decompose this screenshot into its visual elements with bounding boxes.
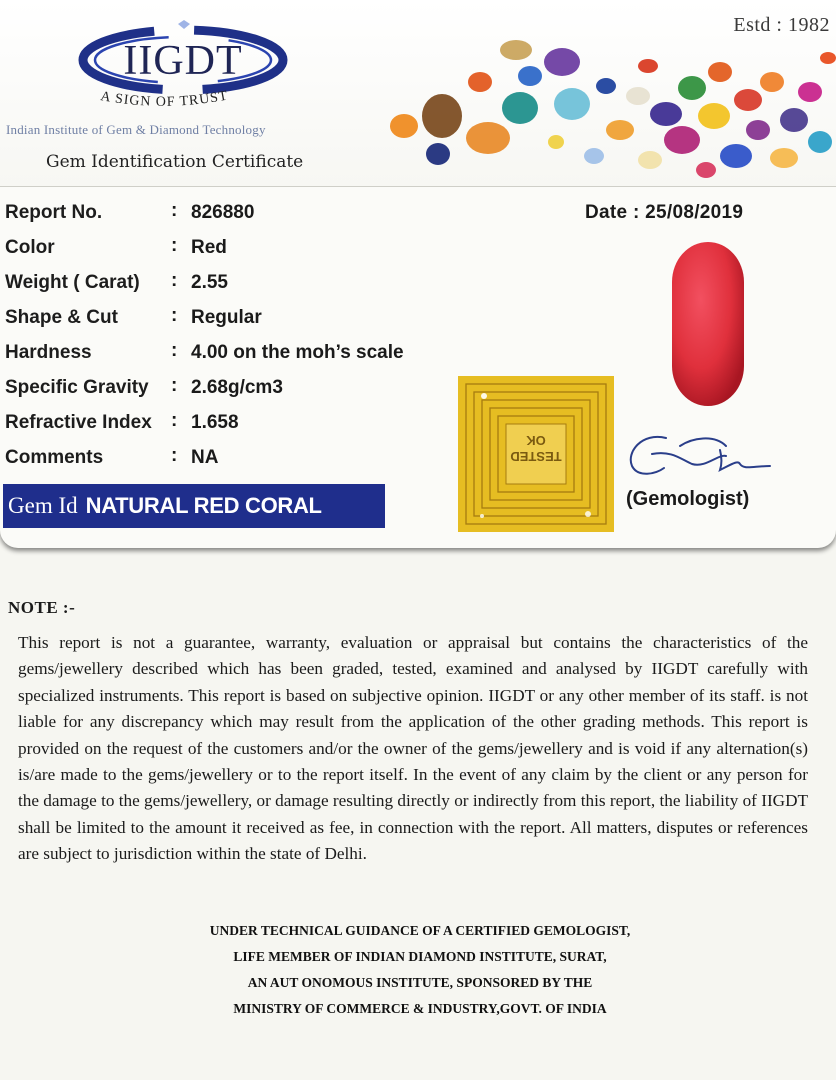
certificate-header [0, 0, 836, 187]
detail-separator: : [171, 305, 178, 326]
gemstones-image [380, 30, 836, 186]
detail-value: Red [191, 237, 227, 258]
gemologist-label: (Gemologist) [626, 488, 750, 510]
svg-text:A SIGN OF TRUST [99, 88, 229, 109]
detail-value: 826880 [191, 202, 255, 223]
gemologist-signature [622, 424, 772, 484]
detail-separator: : [171, 340, 178, 361]
guidance-line: LIFE MEMBER OF INDIAN DIAMOND INSTITUTE, SURAT, [233, 949, 607, 964]
tested-ok-hologram-seal [458, 376, 614, 532]
detail-label: Shape & Cut [5, 307, 118, 328]
detail-label: Refractive Index [5, 412, 152, 433]
logo-text: IIGDT [123, 38, 243, 84]
detail-value: 2.68g/cm3 [191, 377, 283, 398]
detail-label: Comments [5, 447, 104, 468]
detail-value: 4.00 on the moh’s scale [191, 342, 404, 363]
detail-label: Hardness [5, 342, 92, 363]
detail-label: Specific Gravity [5, 377, 149, 398]
gem-id-bar [3, 484, 385, 528]
detail-value: 1.658 [191, 412, 239, 433]
guidance-block [100, 918, 740, 1022]
guidance-line: UNDER TECHNICAL GUIDANCE OF A CERTIFIED GEMOLOGIST, [209, 923, 631, 938]
detail-separator: : [171, 375, 178, 396]
gem-id-label: Gem Id [8, 493, 78, 518]
red-coral-gemstone [668, 238, 748, 410]
guidance-line: AN AUT ONOMOUS INSTITUTE, SPONSORED BY THE [247, 975, 593, 990]
certificate-title: Gem Identification Certificate [46, 152, 304, 172]
seal-text: TESTED [510, 449, 562, 464]
tagline-text: A SIGN OF TRUST [99, 88, 230, 110]
detail-value: Regular [191, 307, 262, 328]
detail-label: Report No. [5, 202, 103, 223]
gem-id-value: NATURAL RED CORAL [85, 493, 322, 518]
detail-separator: : [171, 235, 178, 256]
tagline [96, 82, 276, 116]
detail-value: 2.55 [191, 272, 228, 293]
detail-value: NA [191, 447, 219, 468]
detail-label: Color [5, 237, 55, 258]
detail-label: Weight ( Carat) [5, 272, 140, 293]
note-body: This report is not a guarantee, warranty, evaluation or appraisal but contains the characteristics of the gems/jewellery described which has been graded, tested, examined and analysed by IIGDT carefully with specialized instruments. This report is based on subjective opinion. IIGDT or any other member of its staff. is not liable for any discrepancy which may result from the application of the other grading methods. This report is provided on the request of the customers and/or the owner of the gems/jewellery and is void if any alternation(s) is/are made to the gems/jewellery or to the report itself. In the event of any claim by the client or any person for the damage to the gems/jewellery, or damage resulting directly or indirectly from this report, the liability of IIGDT shall be limited to the amount it received as fee, in connection with the report. All matters, disputes or references are subject to jurisdiction within the state of Delhi. [18, 633, 808, 864]
report-date: Date : 25/08/2019 [585, 202, 744, 223]
detail-separator: : [171, 270, 178, 291]
note-heading: NOTE :- [8, 598, 76, 617]
detail-separator: : [171, 445, 178, 466]
established-year: Estd : 1982 [733, 14, 830, 36]
institute-name: Indian Institute of Gem & Diamond Technology [6, 122, 266, 137]
seal-text: OK [526, 433, 546, 448]
guidance-line: MINISTRY OF COMMERCE & INDUSTRY,GOVT. OF INDIA [233, 1001, 607, 1016]
detail-separator: : [171, 200, 178, 221]
detail-separator: : [171, 410, 178, 431]
